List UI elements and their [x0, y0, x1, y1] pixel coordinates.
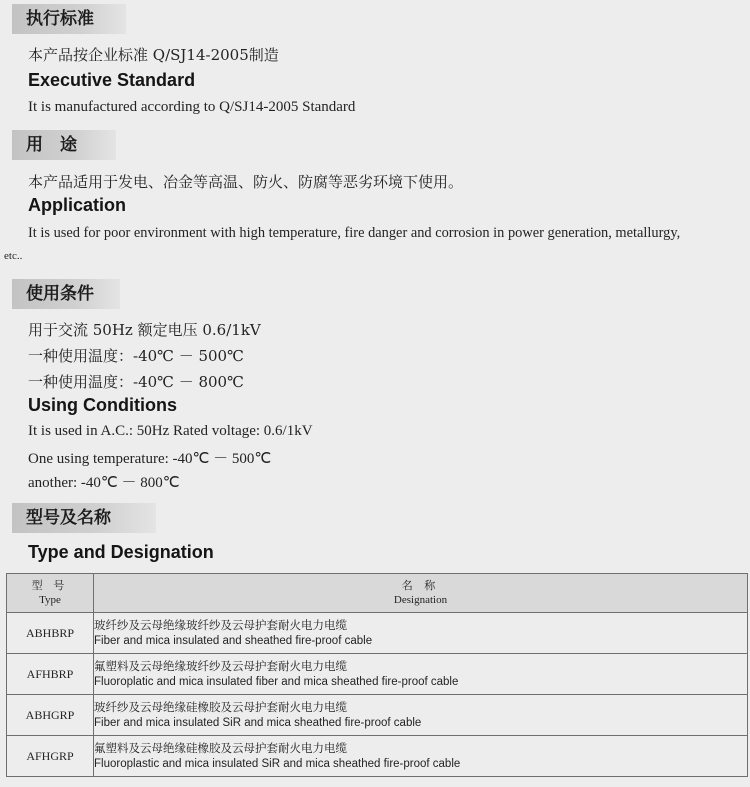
table-header-type	[7, 574, 94, 613]
designation-zh: 玻纤纱及云母绝缘硅橡胶及云母护套耐火电力电缆	[94, 700, 347, 714]
table-header-designation	[94, 574, 748, 613]
conditions-en-line-2: One using temperature: -40℃ － 500℃	[28, 451, 272, 467]
table-row	[7, 695, 748, 736]
col-type-zh: 型 号	[31, 580, 69, 592]
conditions-en-line-3: another: -40℃ － 800℃	[28, 475, 180, 491]
table-row	[7, 736, 748, 777]
cell-type: AFHGRP	[7, 736, 94, 777]
designation-en: Fiber and mica insulated SiR and mica sheathed fire-proof cable	[94, 717, 422, 729]
application-en-text-cont: etc..	[4, 250, 23, 262]
designation-table	[6, 573, 748, 777]
designation-zh: 玻纤纱及云母绝缘玻纤纱及云母护套耐火电力电缆	[94, 618, 347, 632]
designation-en: Fluoroplastic and mica insulated SiR and mica sheathed fire-proof cable	[94, 758, 461, 770]
col-type-en: Type	[39, 594, 61, 606]
conditions-en-line-1: It is used in A.C.: 50Hz Rated voltage: 0.6/1kV	[28, 423, 313, 439]
cell-designation	[94, 736, 748, 777]
cell-type: AFHBRP	[7, 654, 94, 695]
cell-type: ABHGRP	[7, 695, 94, 736]
cell-type: ABHBRP	[7, 613, 94, 654]
conditions-zh-line-3: 一种使用温度：-40℃ － 800℃	[28, 373, 244, 391]
cell-designation	[94, 613, 748, 654]
standard-en-title: Executive Standard	[28, 70, 196, 90]
designation-en: Fluoroplatic and mica insulated fiber and mica sheathed fire-proof cable	[94, 676, 459, 688]
conditions-zh-line-1: 用于交流 50Hz 额定电压 0.6/1kV	[28, 321, 261, 339]
designation-en-title: Type and Designation	[28, 542, 214, 562]
col-designation-zh: 名 称	[401, 579, 440, 592]
application-zh-text: 本产品适用于发电、冶金等高温、防火、防腐等恶劣环境下使用。	[28, 173, 464, 191]
section-header-standard: 执行标准	[12, 4, 126, 34]
application-en-text: It is used for poor environment with high temperature, fire danger and corrosion in power generation, metallurgy,	[28, 225, 681, 241]
table-header-row	[7, 574, 748, 613]
designation-zh: 氟塑料及云母绝缘硅橡胶及云母护套耐火电力电缆	[94, 741, 347, 755]
col-designation-en: Designation	[393, 594, 448, 606]
section-header-application: 用 途	[12, 130, 116, 160]
cell-designation	[94, 695, 748, 736]
conditions-en-title: Using Conditions	[28, 395, 177, 415]
section-header-conditions: 使用条件	[12, 279, 120, 309]
table-row	[7, 613, 748, 654]
cell-designation	[94, 654, 748, 695]
section-header-designation: 型号及名称	[12, 503, 156, 533]
standard-en-text: It is manufactured according to Q/SJ14-2005 Standard	[28, 99, 356, 115]
designation-en: Fiber and mica insulated and sheathed fire-proof cable	[94, 635, 373, 647]
designation-zh: 氟塑料及云母绝缘玻纤纱及云母护套耐火电力电缆	[94, 659, 347, 673]
standard-zh-text: 本产品按企业标准 Q/SJ14-2005制造	[28, 46, 279, 64]
application-en-title: Application	[28, 195, 126, 215]
table-row	[7, 654, 748, 695]
conditions-zh-line-2: 一种使用温度：-40℃ － 500℃	[28, 347, 244, 365]
